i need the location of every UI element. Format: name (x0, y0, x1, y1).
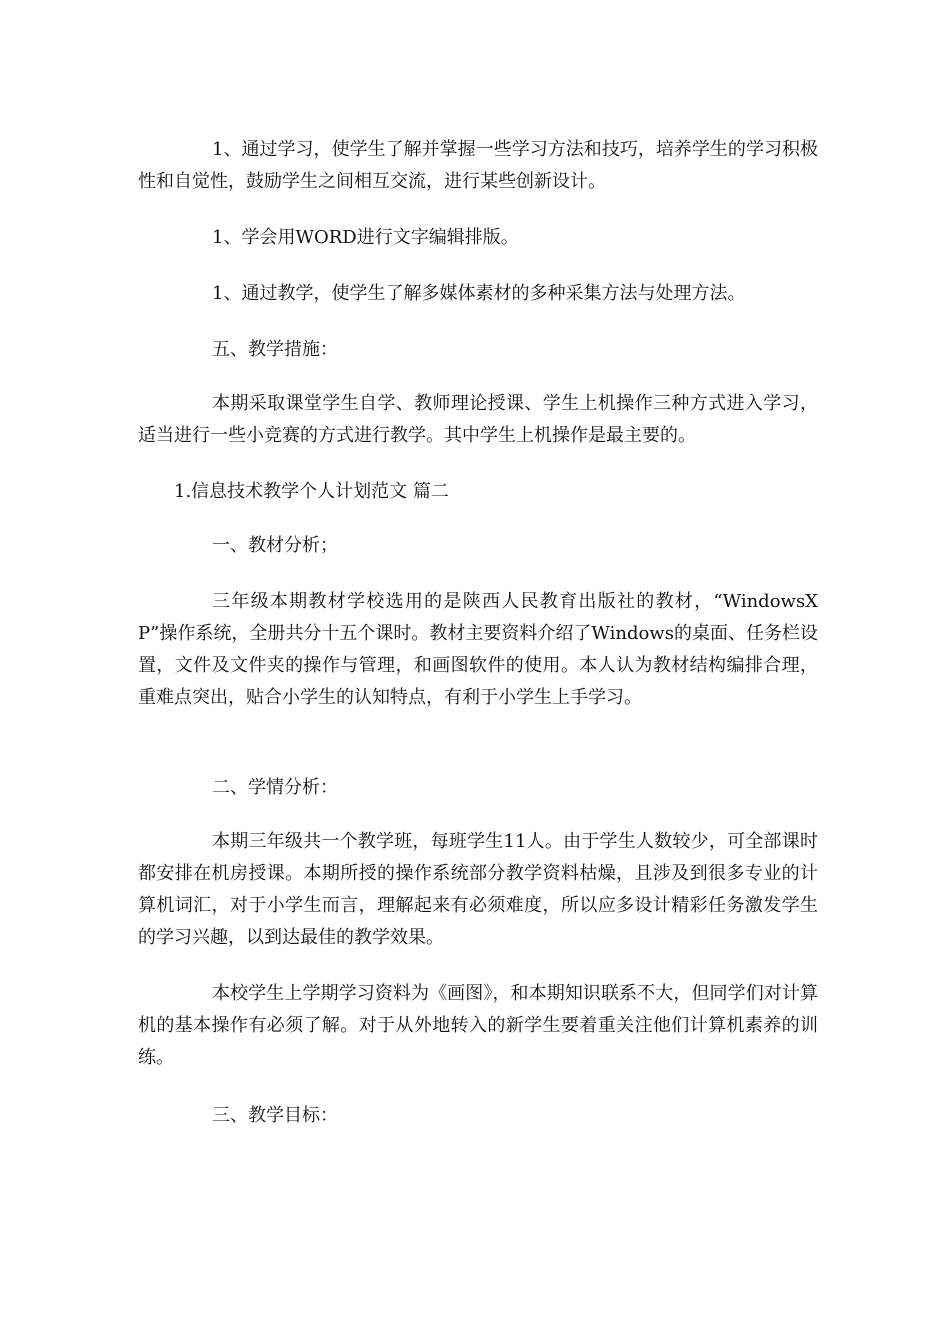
section-heading-students: 二、学情分析： (212, 777, 338, 798)
section-heading-materials: 一、教材分析； (212, 535, 338, 556)
paragraph-word-skill: 1、学会用WORD进行文字编辑排版。 (212, 227, 519, 248)
section-heading-measures: 五、教学措施： (212, 339, 338, 360)
paragraph-multimedia-goal: 1、通过教学，使学生了解多媒体素材的多种采集方法与处理方法。 (212, 283, 746, 304)
paragraph-students: 本期三年级共一个教学班，每班学生11人。由于学生人数较少，可全部课时都安排在机房授课。本期所授的操作系统部分教学资料枯燥，且涉及到很多专业的计算机词汇，对于小学生而言，理解起来有必须难度，所以应多设计精彩任务激发学生的学习兴趣，以到达最佳的教学效果。 (138, 831, 818, 948)
paragraph-measures: 本期采取课堂学生自学、教师理论授课、学生上机操作三种方式进入学习，适当进行一些小竞赛的方式进行教学。其中学生上机操作是最主要的。 (138, 393, 818, 446)
plan-title-part-two: 1.信息技术教学个人计划范文 篇二 (174, 481, 449, 502)
paragraph-learning-goal: 1、通过学习，使学生了解并掌握一些学习方法和技巧，培养学生的学习积极性和自觉性，鼓励学生之间相互交流，进行某些创新设计。 (138, 139, 818, 192)
section-heading-goals: 三、教学目标： (212, 1105, 338, 1126)
paragraph-materials: 三年级本期教材学校选用的是陕西人民教育出版社的教材，“WindowsXP”操作系统，全册共分十五个课时。教材主要资料介绍了Windows的桌面、任务栏设置，文件及文件夹的操作与管理，和画图软件的使用。本人认为教材结构编排合理，重难点突出，贴合小学生的认知特点，有利于小学生上手学习。 (138, 591, 818, 708)
paragraph-prior-learning: 本校学生上学期学习资料为《画图》，和本期知识联系不大，但同学们对计算机的基本操作有必须了解。对于从外地转入的新学生要着重关注他们计算机素养的训练。 (138, 983, 818, 1068)
